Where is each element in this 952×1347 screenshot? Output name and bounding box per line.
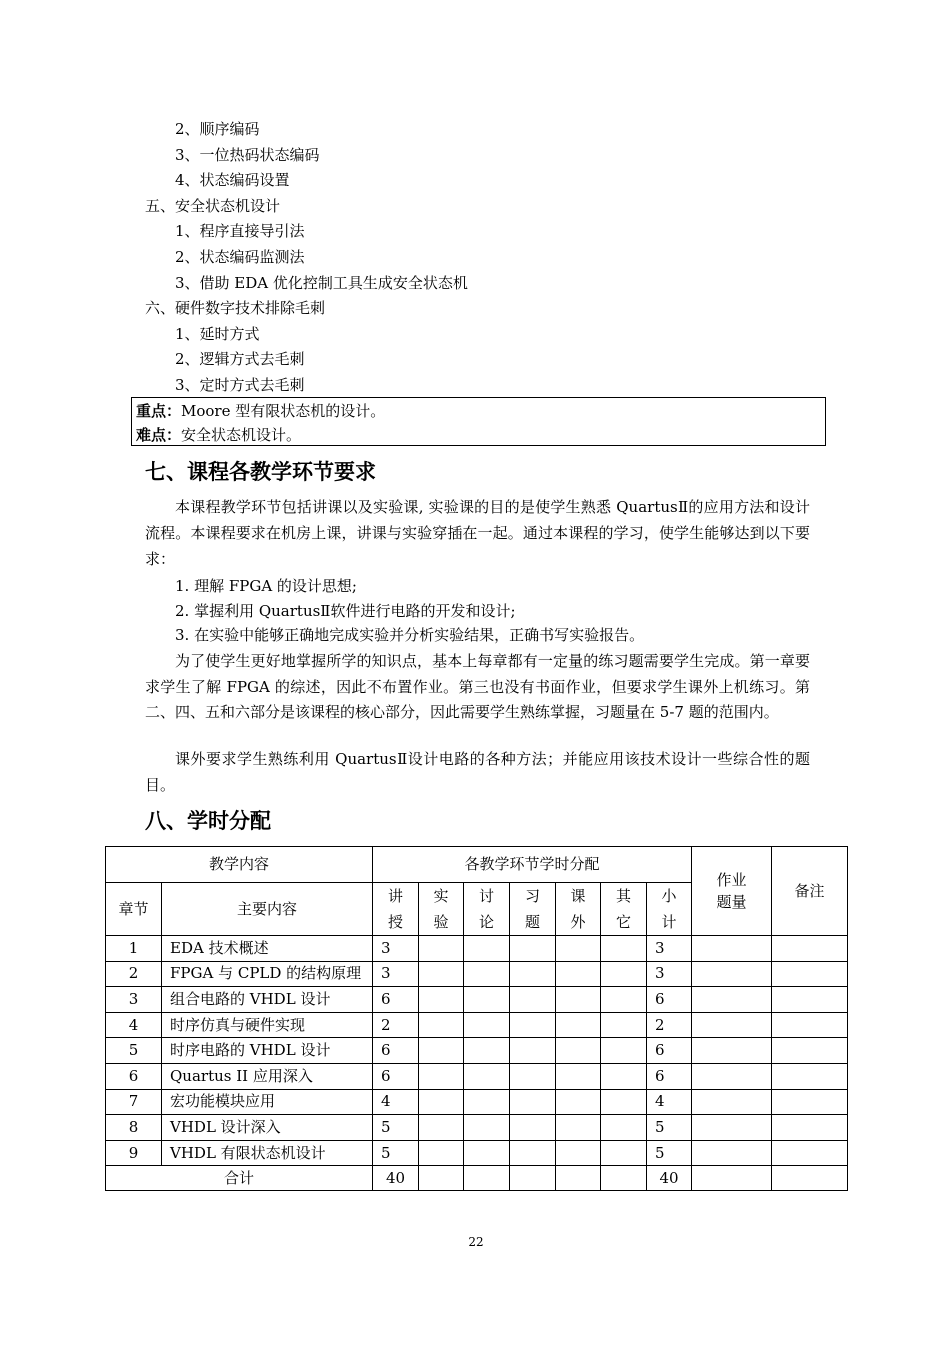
content-cell: VHDL 有限状态机设计 xyxy=(162,1140,373,1166)
empty-cell xyxy=(601,1140,647,1166)
empty-cell xyxy=(692,936,772,962)
empty-cell xyxy=(772,1089,848,1115)
outline-item: 1、延时方式 xyxy=(175,324,260,343)
outline-item: 五、安全状态机设计 xyxy=(145,196,281,215)
header-chapter: 章节 xyxy=(106,883,162,936)
empty-cell xyxy=(556,1115,601,1141)
subheader-char: 计 xyxy=(661,913,677,931)
subheader-1 xyxy=(419,883,464,936)
empty-cell xyxy=(692,1140,772,1166)
subheader-char: 习 xyxy=(524,887,540,905)
subheader-2 xyxy=(464,883,510,936)
subheader-3 xyxy=(510,883,556,936)
empty-cell xyxy=(510,987,556,1013)
empty-cell xyxy=(556,1038,601,1064)
total-cell xyxy=(601,1166,647,1191)
empty-cell xyxy=(510,1012,556,1038)
key-point-text: Moore 型有限状态机的设计。 xyxy=(181,402,386,420)
empty-cell xyxy=(772,961,848,987)
header-hours-distribution: 各教学环节学时分配 xyxy=(373,847,692,883)
total-cell xyxy=(692,1166,772,1191)
section8-heading: 八、学时分配 xyxy=(145,809,271,833)
content-cell: 组合电路的 VHDL 设计 xyxy=(162,987,373,1013)
hours-table xyxy=(105,846,848,1191)
key-point-row xyxy=(136,401,385,421)
subheader-char: 它 xyxy=(615,913,631,931)
empty-cell xyxy=(601,987,647,1013)
subheader-char: 授 xyxy=(387,913,403,931)
lecture-cell: 2 xyxy=(373,1012,419,1038)
empty-cell xyxy=(692,1063,772,1089)
empty-cell xyxy=(464,987,510,1013)
table-row xyxy=(106,987,848,1013)
subheader-char: 验 xyxy=(433,913,449,931)
empty-cell xyxy=(419,1063,464,1089)
empty-cell xyxy=(601,1012,647,1038)
key-point-label: 重点： xyxy=(136,402,182,420)
outline-item: 3、一位热码状态编码 xyxy=(175,145,320,164)
header-homework xyxy=(692,847,772,936)
outline-item: 3、定时方式去毛刺 xyxy=(175,376,305,394)
lecture-cell: 6 xyxy=(373,987,419,1013)
section7-paragraph-2: 为了使学生更好地掌握所学的知识点，基本上每章都有一定量的练习题需要学生完成。第一章要求学生了解 FPGA 的综述，因此不布置作业。第三也没有书面作业，但要求学生课外上机练习。第二、四、五和六部分是该课程的核心部分，因此需要学生熟练掌握，习题量在 5-7 题的范围内。 xyxy=(145,652,810,721)
requirement-item-1: 1. 理解 FPGA 的设计思想; xyxy=(175,577,357,595)
subtotal-cell: 3 xyxy=(647,961,692,987)
chapter-cell: 9 xyxy=(106,1140,162,1166)
section7-heading: 七、课程各教学环节要求 xyxy=(145,460,376,484)
outline-item: 2、顺序编码 xyxy=(175,120,260,138)
subtotal-cell: 5 xyxy=(647,1140,692,1166)
content-cell: 时序仿真与硬件实现 xyxy=(162,1012,373,1038)
total-cell xyxy=(772,1166,848,1191)
difficult-point-text: 安全状态机设计。 xyxy=(181,426,302,444)
empty-cell xyxy=(510,936,556,962)
empty-cell xyxy=(772,936,848,962)
subtotal-cell: 6 xyxy=(647,1063,692,1089)
empty-cell xyxy=(419,987,464,1013)
subtotal-cell: 6 xyxy=(647,1038,692,1064)
lecture-cell: 6 xyxy=(373,1038,419,1064)
total-lecture: 40 xyxy=(373,1166,419,1191)
table-row xyxy=(106,1140,848,1166)
table-row xyxy=(106,1038,848,1064)
empty-cell xyxy=(510,1063,556,1089)
empty-cell xyxy=(692,961,772,987)
empty-cell xyxy=(556,936,601,962)
empty-cell xyxy=(601,1115,647,1141)
total-subtotal: 40 xyxy=(647,1166,692,1191)
subheader-char: 题 xyxy=(524,913,540,931)
subtotal-cell: 6 xyxy=(647,987,692,1013)
empty-cell xyxy=(772,1140,848,1166)
subheader-char: 小 xyxy=(661,887,677,905)
empty-cell xyxy=(601,1063,647,1089)
content-cell: Quartus II 应用深入 xyxy=(162,1063,373,1089)
empty-cell xyxy=(464,1038,510,1064)
header-notes: 备注 xyxy=(772,847,848,936)
empty-cell xyxy=(419,1115,464,1141)
empty-cell xyxy=(419,1089,464,1115)
subheader-char: 实 xyxy=(433,887,449,905)
chapter-cell: 4 xyxy=(106,1012,162,1038)
empty-cell xyxy=(464,936,510,962)
header-main-content: 主要内容 xyxy=(162,883,373,936)
subheader-char: 讲 xyxy=(387,887,403,905)
subheader-char: 论 xyxy=(478,913,494,931)
subtotal-cell: 4 xyxy=(647,1089,692,1115)
lecture-cell: 3 xyxy=(373,961,419,987)
chapter-cell: 6 xyxy=(106,1063,162,1089)
header-teaching-content: 教学内容 xyxy=(106,847,373,883)
empty-cell xyxy=(556,1012,601,1038)
subheader-char: 讨 xyxy=(478,887,494,905)
table-row xyxy=(106,1063,848,1089)
chapter-cell: 8 xyxy=(106,1115,162,1141)
chapter-cell: 7 xyxy=(106,1089,162,1115)
content-cell: FPGA 与 CPLD 的结构原理 xyxy=(162,961,373,987)
requirement-item-3: 3. 在实验中能够正确地完成实验并分析实验结果，正确书写实验报告。 xyxy=(175,626,645,644)
empty-cell xyxy=(601,936,647,962)
subheader-char: 其 xyxy=(615,887,631,905)
empty-cell xyxy=(772,1038,848,1064)
empty-cell xyxy=(556,987,601,1013)
subheader-char: 外 xyxy=(570,913,586,931)
empty-cell xyxy=(692,1012,772,1038)
empty-cell xyxy=(464,1063,510,1089)
lecture-cell: 5 xyxy=(373,1115,419,1141)
difficult-point-row xyxy=(136,425,301,445)
empty-cell xyxy=(692,1115,772,1141)
table-row xyxy=(106,1089,848,1115)
subheader-6 xyxy=(647,883,692,936)
lecture-cell: 3 xyxy=(373,936,419,962)
outline-item: 2、状态编码监测法 xyxy=(175,248,305,266)
section7-paragraph-3: 课外要求学生熟练利用 QuartusⅡ设计电路的各种方法；并能应用该技术设计一些综合性的题目。 xyxy=(145,750,810,794)
content-cell: 宏功能模块应用 xyxy=(162,1089,373,1115)
chapter-cell: 3 xyxy=(106,987,162,1013)
total-cell xyxy=(419,1166,464,1191)
empty-cell xyxy=(601,1089,647,1115)
content-cell: VHDL 设计深入 xyxy=(162,1115,373,1141)
empty-cell xyxy=(510,1089,556,1115)
page-number: 22 xyxy=(468,1235,484,1249)
table-row xyxy=(106,1115,848,1141)
total-cell xyxy=(556,1166,601,1191)
chapter-cell: 5 xyxy=(106,1038,162,1064)
subheader-char: 课 xyxy=(570,887,586,905)
empty-cell xyxy=(556,1140,601,1166)
empty-cell xyxy=(556,1089,601,1115)
chapter-cell: 1 xyxy=(106,936,162,962)
content-cell: 时序电路的 VHDL 设计 xyxy=(162,1038,373,1064)
empty-cell xyxy=(419,1038,464,1064)
empty-cell xyxy=(692,987,772,1013)
empty-cell xyxy=(510,1140,556,1166)
subheader-4 xyxy=(556,883,601,936)
subtotal-cell: 2 xyxy=(647,1012,692,1038)
lecture-cell: 4 xyxy=(373,1089,419,1115)
header-homework-text: 作业题量 xyxy=(716,871,747,911)
outline-item: 六、硬件数字技术排除毛刺 xyxy=(145,299,326,318)
empty-cell xyxy=(464,1115,510,1141)
empty-cell xyxy=(464,1089,510,1115)
outline-item: 2、逻辑方式去毛刺 xyxy=(175,350,305,369)
requirement-item-2: 2. 掌握利用 QuartusⅡ软件进行电路的开发和设计; xyxy=(175,602,516,620)
empty-cell xyxy=(464,1012,510,1038)
chapter-cell: 2 xyxy=(106,961,162,987)
table-row xyxy=(106,1012,848,1038)
outline-item: 3、借助 EDA 优化控制工具生成安全状态机 xyxy=(175,273,468,292)
subtotal-cell: 5 xyxy=(647,1115,692,1141)
subheader-5 xyxy=(601,883,647,936)
empty-cell xyxy=(510,1115,556,1141)
outline-item: 1、程序直接导引法 xyxy=(175,222,305,241)
empty-cell xyxy=(419,1012,464,1038)
empty-cell xyxy=(464,961,510,987)
empty-cell xyxy=(692,1038,772,1064)
table-row xyxy=(106,961,848,987)
empty-cell xyxy=(601,1038,647,1064)
table-row xyxy=(106,936,848,962)
section7-paragraph-1: 本课程教学环节包括讲课以及实验课, 实验课的目的是使学生熟悉 QuartusⅡ的应用方法和设计流程。本课程要求在机房上课，讲课与实验穿插在一起。通过本课程的学习，使学生能够达到以下要求： xyxy=(145,498,810,568)
difficult-point-label: 难点： xyxy=(136,426,182,444)
total-cell xyxy=(464,1166,510,1191)
keypoints-box xyxy=(131,397,826,446)
empty-cell xyxy=(772,987,848,1013)
subheader-0 xyxy=(373,883,419,936)
empty-cell xyxy=(692,1089,772,1115)
empty-cell xyxy=(556,1063,601,1089)
empty-cell xyxy=(772,1012,848,1038)
outline-item: 4、状态编码设置 xyxy=(175,171,290,190)
empty-cell xyxy=(601,961,647,987)
content-cell: EDA 技术概述 xyxy=(162,936,373,962)
total-label: 合计 xyxy=(106,1166,373,1191)
subtotal-cell: 3 xyxy=(647,936,692,962)
empty-cell xyxy=(419,961,464,987)
lecture-cell: 5 xyxy=(373,1140,419,1166)
empty-cell xyxy=(464,1140,510,1166)
lecture-cell: 6 xyxy=(373,1063,419,1089)
empty-cell xyxy=(772,1063,848,1089)
empty-cell xyxy=(510,961,556,987)
empty-cell xyxy=(772,1115,848,1141)
empty-cell xyxy=(419,936,464,962)
empty-cell xyxy=(419,1140,464,1166)
total-cell xyxy=(510,1166,556,1191)
empty-cell xyxy=(510,1038,556,1064)
empty-cell xyxy=(556,961,601,987)
